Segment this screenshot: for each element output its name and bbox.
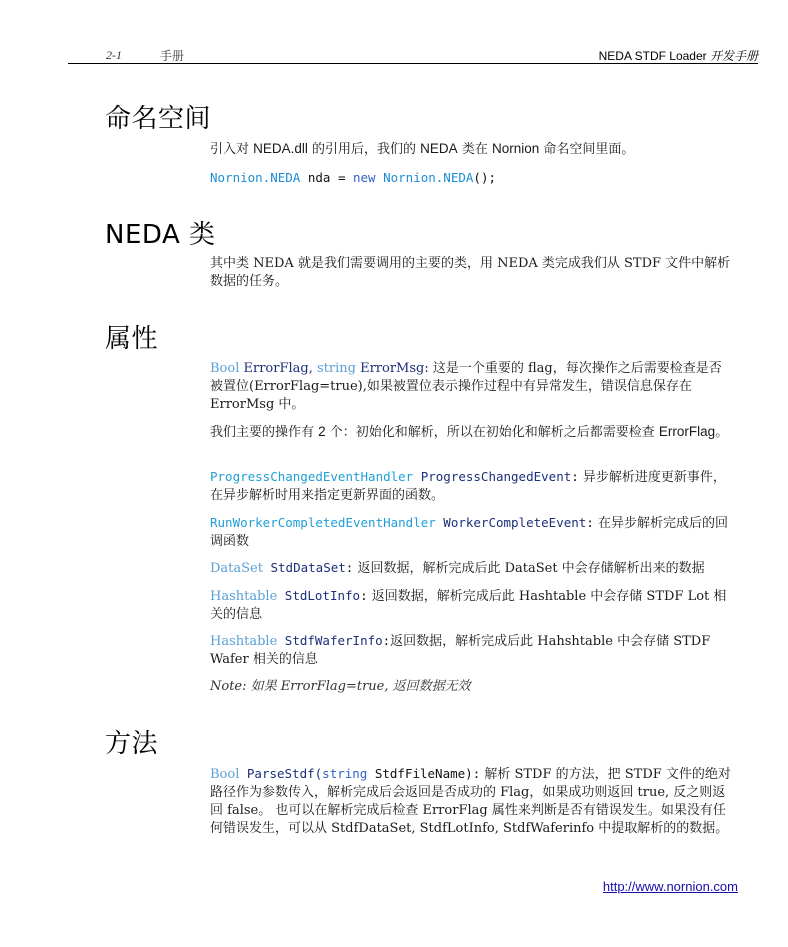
heading-namespace: 命名空间 <box>105 104 212 134</box>
property-stdlotinfo: Hashtable StdLotInfo: 返回数据，解析完成后此 Hashtable 中会存储 STDF Lot 相关的信息 <box>210 588 727 622</box>
neda-class-paragraph: 其中类 NEDA 就是我们需要调用的主要的类，用 NEDA 类完成我们从 STDF 文件中解析数据的任务。 <box>210 256 731 289</box>
website-link[interactable]: http://www.nornion.com <box>602 879 738 894</box>
heading-properties: 属性 <box>105 324 159 354</box>
document-title-italic: 开发手册 <box>709 49 758 63</box>
property-workercomplete: RunWorkerCompletedEventHandler WorkerCompleteEvent: 在异步解析完成后的回调函数 <box>210 515 728 549</box>
heading-neda-class: NEDA 类 <box>105 220 216 250</box>
page-number: 2-1 <box>106 48 122 62</box>
namespace-paragraph: 引入对 NEDA.dll 的引用后，我们的 NEDA 类在 Nornion 命名空间里面。 <box>210 141 635 157</box>
operations-paragraph: 我们主要的操作有 2 个：初始化和解析，所以在初始化和解析之后都需要检查 ErrorFlag。 <box>210 424 729 440</box>
heading-methods: 方法 <box>105 729 159 759</box>
document-title <box>599 47 758 64</box>
property-progresschanged: ProgressChangedEventHandler ProgressChangedEvent: 异步解析进度更新事件，在异步解析时用来指定更新界面的函数。 <box>210 469 726 503</box>
method-parsestdf: Bool ParseStdf(string StdfFileName): 解析 STDF 的方法，把 STDF 文件的绝对路径作为参数传入，解析完成后会返回是否成功的 Flag，如果成功则返回 true, 反之则返回 false。 也可以在解析完成后检查 ErrorFlag 属性来判断是否有错误发生。如果没有任何错误发生，可以从 StdfDataSet, StdfLotInfo, StdfWaferinfo 中提取解析的的数据。 <box>210 766 731 836</box>
header-rule <box>68 63 758 64</box>
property-stddataset: DataSet StdDataSet: 返回数据，解析完成后此 DataSet 中会存储解析出来的数据 <box>210 560 705 576</box>
page-header <box>68 44 758 64</box>
section-label: 手册 <box>160 49 185 63</box>
property-stdfwaferinfo: Hashtable StdfWaferInfo:返回数据，解析完成后此 Hahshtable 中会存储 STDF Wafer 相关的信息 <box>210 633 711 667</box>
namespace-code-line: Nornion.NEDA nda = new Nornion.NEDA(); <box>210 170 496 185</box>
property-errorflag: Bool ErrorFlag, string ErrorMsg: 这是一个重要的 flag，每次操作之后需要检查是否被置位(ErrorFlag=true),如果被置位表示操作过程中有异常发生，错误信息保存在 ErrorMsg 中。 <box>210 361 722 412</box>
document-title-main: NEDA STDF Loader <box>598 49 710 63</box>
properties-note: Note: 如果 ErrorFlag=true, 返回数据无效 <box>210 679 471 694</box>
